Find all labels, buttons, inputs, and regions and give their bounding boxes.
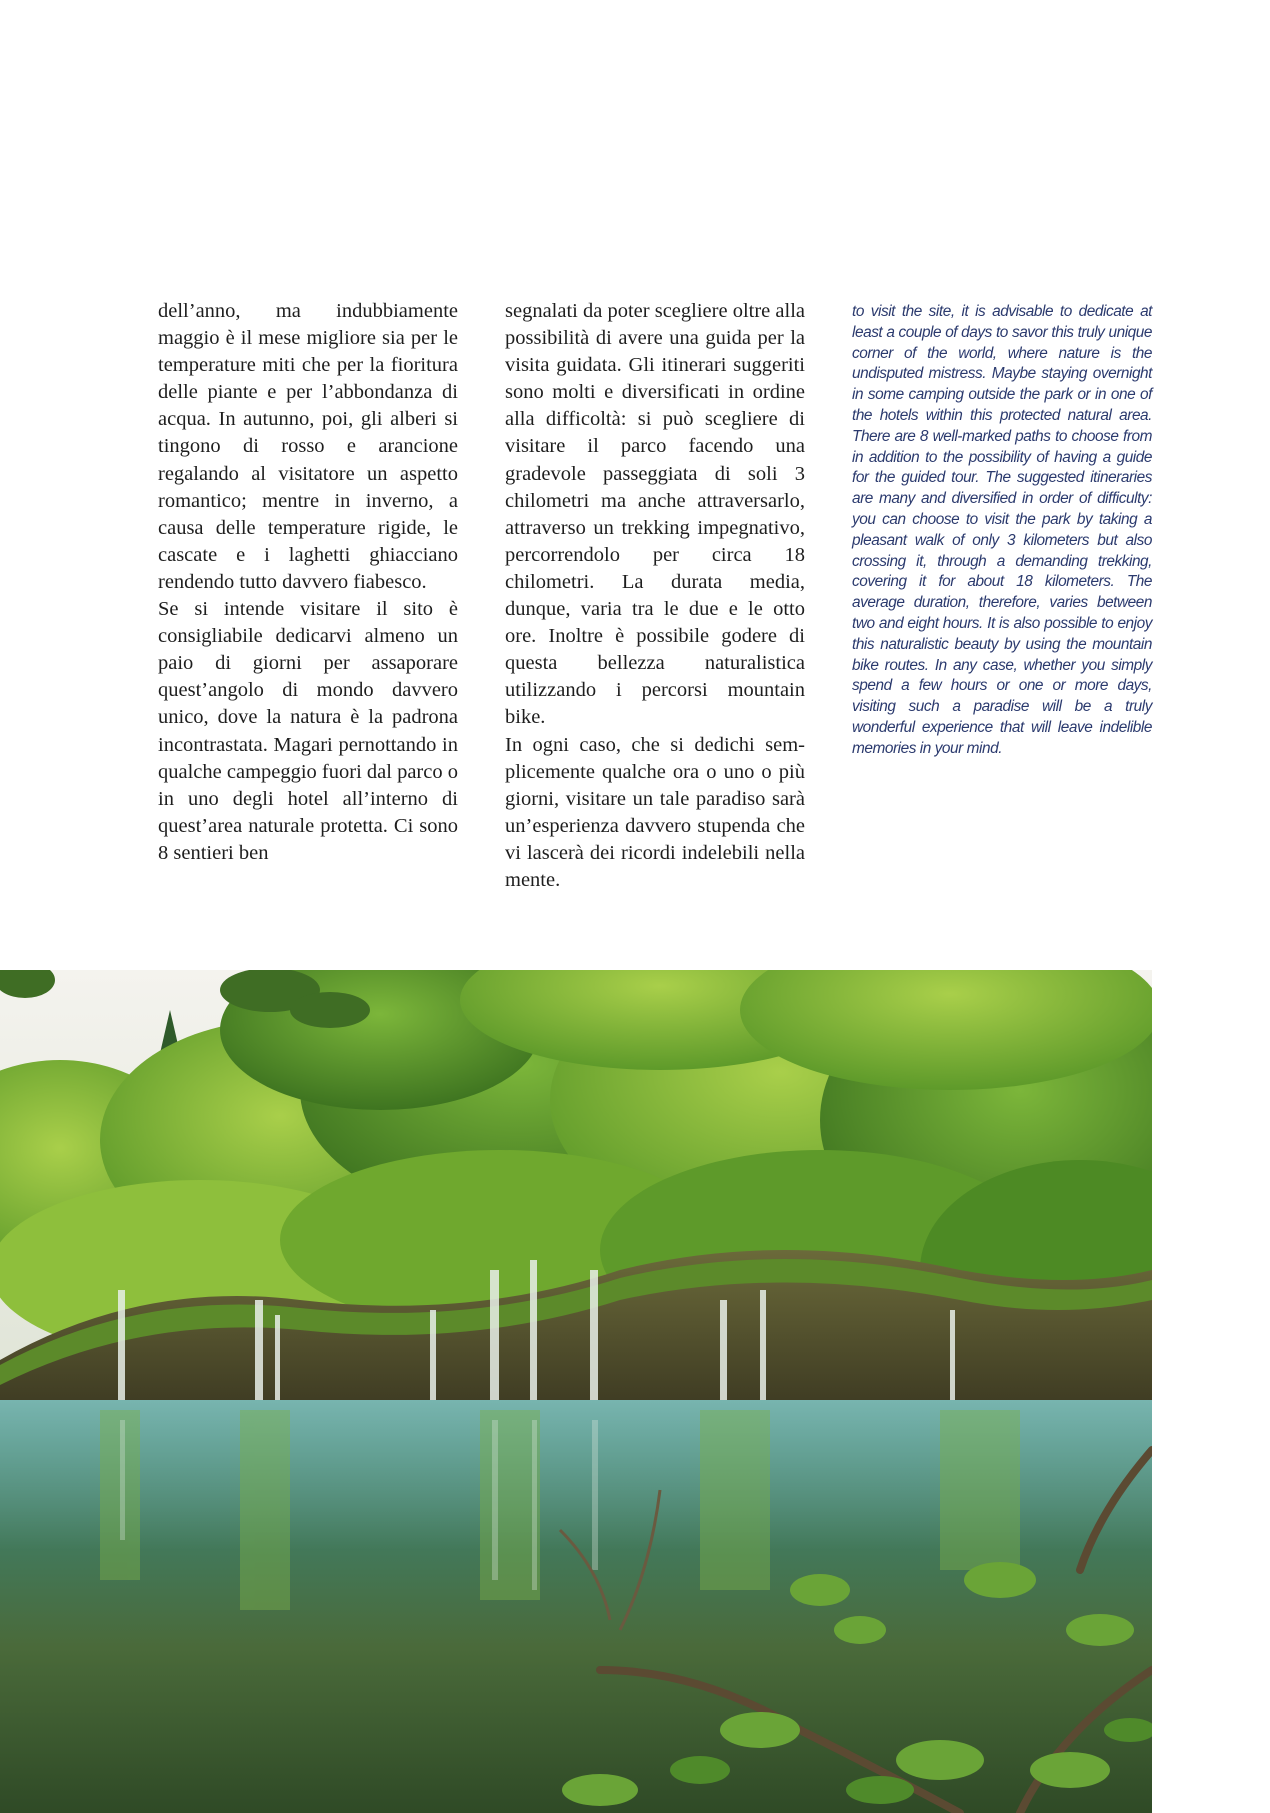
italian-paragraph: In ogni caso, che si dedichi semplicemente qualche ora o uno o più giorni, visitare un tale paradiso sarà un’esperienza davvero stupenda che vi lascerà dei ricordi indelebili nella mente. (505, 733, 805, 891)
italian-paragraph: segnalati da poter scegliere oltre alla possibilità di avere una guida per la visita guidata. Gli itinerari suggeriti sono molti e diversificati in ordine alla difficoltà: si può scegliere di visitare il parco facendo una gradevole passeggiata di soli 3 chilometri ma anche attraversarlo, attraverso un trekking impegnativo, percorrendolo per circa 18 chilometri. La durata media, dunque, varia tra le due e le otto ore. Inoltre è possibile godere di questa bellezza naturalistica utilizzando i percorsi mountain bike. (505, 300, 805, 729)
italian-paragraph: dell’anno, ma indubbiamente maggio è il mese migliore sia per le temperature miti che per la fioritura delle piante e per l’abbondanza di acqua. In autunno, poi, gli alberi si tingono di rosso e arancione regalando al visitatore un aspetto romantico; mentre in inverno, a causa delle temperature rigide, le cascate e i laghetti ghiacciano rendendo tutto davvero fiabesco. (158, 300, 458, 593)
italian-paragraph: Se si intende visitare il sito è consigliabile dedicarvi almeno un paio di giorni per assaporare quest’angolo di mondo davvero unico, dove la natura è la padrona incontrastata. Magari pernottando in qualche campeggio fuori dal parco o in uno degli hotel all’interno di quest’area naturale protetta. Ci sono 8 sentieri ben (158, 598, 458, 864)
english-translation-column (852, 302, 1152, 760)
waterfall-lake-illustration (0, 970, 1152, 1813)
waterfall-lake-photo (0, 970, 1152, 1813)
english-paragraph: to visit the site, it is advisable to dedicate at least a couple of days to savor this truly unique corner of the world, where nature is the undisputed mistress. Maybe staying overnight in some camping outside the park or in one of the hotels within this protected natural area. There are 8 well-marked paths to choose from in addition to the possibility of having a guide for the guided tour. The suggested itineraries are many and diversified in order of difficulty: you can choose to visit the park by taking a pleasant walk of only 3 kilometers but also crossing it, through a demanding trekking, covering it for about 18 kilometers. The average duration, therefore, varies between two and eight hours. It is also possible to enjoy this naturalistic beauty by using the mountain bike routes. In any case, whether you simply spend a few hours or one or more days, visiting such a paradise will be a truly wonderful experience that will leave indelible memories in your mind. (852, 303, 1152, 757)
italian-text-column-2 (505, 298, 805, 894)
italian-text-column-1 (158, 298, 458, 867)
